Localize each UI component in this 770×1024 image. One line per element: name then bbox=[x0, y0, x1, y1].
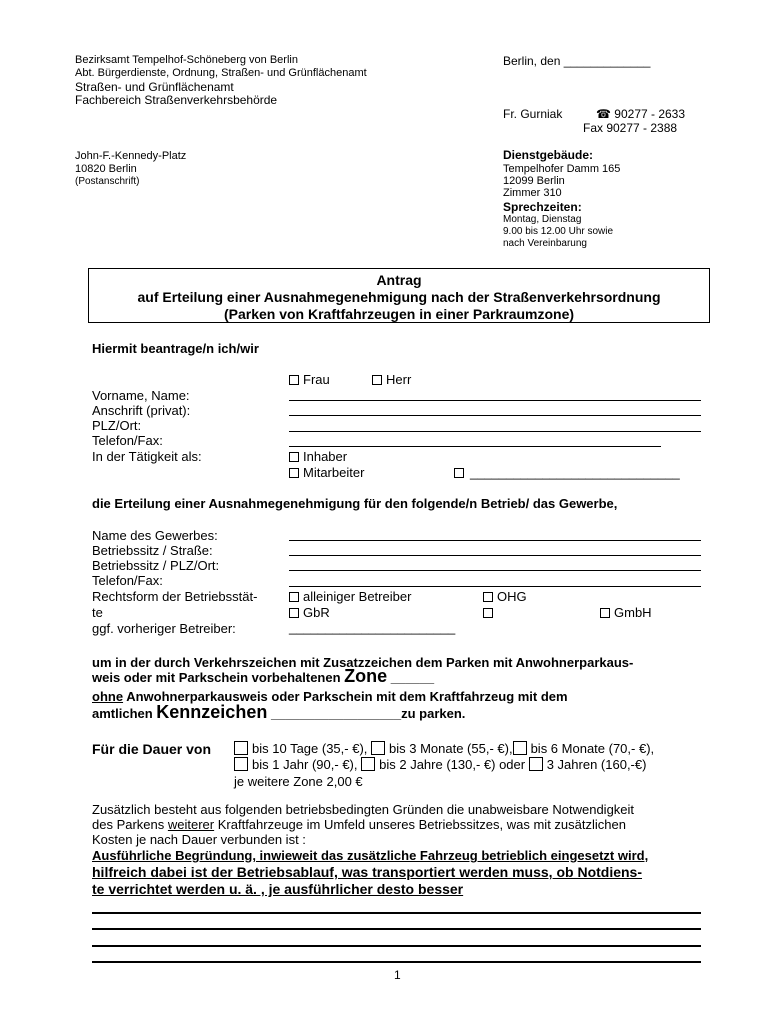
title-line: (Parken von Kraftfahrzeugen in einer Parkraumzone) bbox=[223, 306, 575, 322]
duration-extra: je weitere Zone 2,00 € bbox=[234, 774, 363, 789]
checkbox-icon[interactable] bbox=[513, 741, 527, 755]
ohne-word: ohne bbox=[92, 689, 124, 704]
field-label: Betriebssitz / PLZ/Ort: bbox=[92, 558, 220, 573]
checkbox-icon[interactable] bbox=[289, 375, 299, 385]
date-line: Berlin, den _____________ bbox=[503, 54, 651, 68]
checkbox-icon[interactable] bbox=[361, 757, 375, 771]
reason-input-line[interactable] bbox=[92, 928, 701, 930]
checkbox-icon[interactable] bbox=[529, 757, 543, 771]
reason-bold-line: Ausführliche Begründung, inwieweit das zusätzliche Fahrzeug betrieblich eingesetzt wird, bbox=[92, 848, 649, 863]
frau-label: Frau bbox=[303, 372, 330, 387]
office-line: Abt. Bürgerdienste, Ordnung, Straßen- und Grünflächenamt bbox=[75, 67, 367, 79]
phone-value: 90277 - 2633 bbox=[614, 107, 686, 121]
postal-line: (Postanschrift) bbox=[75, 176, 140, 187]
checkbox-icon[interactable] bbox=[234, 741, 248, 755]
duration-option: bis 10 Tage (35,- €), bbox=[252, 741, 368, 756]
zone-blank[interactable]: ______ bbox=[387, 670, 435, 685]
contact-name: Fr. Gurniak bbox=[503, 107, 563, 121]
field-label: te bbox=[92, 605, 103, 620]
duration-option: bis 2 Jahre (130,- €) oder bbox=[379, 757, 526, 772]
herr-label: Herr bbox=[386, 372, 412, 387]
checkbox-icon[interactable] bbox=[289, 452, 299, 462]
gmbh-label: GmbH bbox=[614, 605, 652, 620]
title-box bbox=[88, 268, 710, 323]
zone-text: weis oder mit Parkschein vorbehaltenen bbox=[92, 670, 345, 685]
herr-option[interactable] bbox=[372, 372, 411, 387]
checkbox-icon[interactable] bbox=[289, 592, 299, 602]
duration-label: Für die Dauer von bbox=[92, 741, 212, 757]
plz-input-line[interactable] bbox=[289, 431, 701, 432]
duration-option: bis 1 Jahr (90,- €), bbox=[252, 757, 358, 772]
building-title: Dienstgebäude: bbox=[503, 148, 594, 162]
hours-title: Sprechzeiten: bbox=[503, 200, 582, 214]
checkbox-icon[interactable] bbox=[454, 468, 464, 478]
business-intro: die Erteilung einer Ausnahmegenehmigung für den folgende/n Betrieb/ das Gewerbe, bbox=[92, 496, 618, 511]
gmbh-option[interactable] bbox=[600, 605, 652, 620]
reason-text: des Parkens bbox=[92, 817, 168, 832]
gbr-option[interactable] bbox=[289, 605, 330, 620]
field-label: Name des Gewerbes: bbox=[92, 528, 218, 543]
reason-input-line[interactable] bbox=[92, 912, 701, 914]
mitarbeiter-option[interactable] bbox=[289, 465, 364, 480]
mitarbeiter-label: Mitarbeiter bbox=[303, 465, 365, 480]
hours-line: 9.00 bis 12.00 Uhr sowie bbox=[503, 226, 614, 237]
telephone-icon: ☎ bbox=[596, 107, 611, 121]
reason-line bbox=[92, 817, 626, 832]
checkbox-icon[interactable] bbox=[289, 608, 299, 618]
business-street-input-line[interactable] bbox=[289, 555, 701, 556]
checkbox-icon[interactable] bbox=[371, 741, 385, 755]
checkbox-icon[interactable] bbox=[483, 608, 493, 618]
name-input-line[interactable] bbox=[289, 400, 701, 401]
checkbox-icon[interactable] bbox=[600, 608, 610, 618]
reason-line: Kosten je nach Dauer verbunden ist : bbox=[92, 832, 306, 847]
phone-input-line[interactable] bbox=[289, 446, 661, 447]
field-label: PLZ/Ort: bbox=[92, 418, 142, 433]
reason-bold-line: hilfreich dabei ist der Betriebsablauf, was transportiert werden muss, ob Notdiens- bbox=[92, 864, 643, 880]
title-line: auf Erteilung einer Ausnahmegenehmigung nach der Straßenverkehrsordnung bbox=[137, 289, 661, 305]
hours-line: Montag, Dienstag bbox=[503, 214, 582, 225]
alleiniger-label: alleiniger Betreiber bbox=[303, 589, 412, 604]
business-name-input-line[interactable] bbox=[289, 540, 701, 541]
zone-line: um in der durch Verkehrszeichen mit Zusatzzeichen dem Parken mit Anwohnerparkaus- bbox=[92, 655, 634, 670]
field-label: Rechtsform der Betriebsstät- bbox=[92, 589, 258, 604]
duration-option: bis 3 Monate (55,- €), bbox=[389, 741, 513, 756]
zone-text: amtlichen bbox=[92, 706, 157, 721]
applicant-intro: Hiermit beantrage/n ich/wir bbox=[92, 341, 259, 356]
zone-line bbox=[92, 702, 466, 722]
field-label: Vorname, Name: bbox=[92, 388, 190, 403]
title-line: Antrag bbox=[376, 272, 422, 288]
inhaber-label: Inhaber bbox=[303, 449, 348, 464]
reason-input-line[interactable] bbox=[92, 961, 701, 963]
field-label: In der Tätigkeit als: bbox=[92, 449, 202, 464]
reason-text: Kraftfahrzeuge im Umfeld unseres Betriebssitzes, was mit zusätzlichen bbox=[214, 817, 626, 832]
page-number: 1 bbox=[394, 968, 401, 982]
postal-line: 10820 Berlin bbox=[75, 163, 137, 175]
ohg-label: OHG bbox=[497, 589, 527, 604]
building-line: Zimmer 310 bbox=[503, 187, 562, 199]
zone-text: Anwohnerparkausweis oder Parkschein mit dem Kraftfahrzeug mit dem bbox=[123, 689, 568, 704]
alleiniger-option[interactable] bbox=[289, 589, 411, 604]
fax-number: Fax 90277 - 2388 bbox=[583, 121, 678, 135]
building-line: 12099 Berlin bbox=[503, 175, 565, 187]
inhaber-option[interactable] bbox=[289, 449, 347, 464]
office-line: Fachbereich Straßenverkehrsbehörde bbox=[75, 93, 278, 107]
address-input-line[interactable] bbox=[289, 415, 701, 416]
previous-operator-blank[interactable]: _______________________ bbox=[289, 620, 456, 635]
checkbox-icon[interactable] bbox=[234, 757, 248, 771]
zone-text: zu parken. bbox=[401, 706, 466, 721]
weiterer-word: weiterer bbox=[167, 817, 215, 832]
gbr-label: GbR bbox=[303, 605, 330, 620]
checkbox-icon[interactable] bbox=[483, 592, 493, 602]
checkbox-icon[interactable] bbox=[289, 468, 299, 478]
duration-option: bis 6 Monate (70,- €), bbox=[530, 741, 655, 756]
postal-line: John-F.-Kennedy-Platz bbox=[75, 150, 187, 162]
hours-line: nach Vereinbarung bbox=[503, 238, 587, 249]
office-line: Bezirksamt Tempelhof-Schöneberg von Berlin bbox=[75, 54, 298, 66]
business-plz-input-line[interactable] bbox=[289, 570, 701, 571]
zone-word: Zone bbox=[344, 666, 388, 686]
blank-legal-option[interactable] bbox=[483, 605, 497, 620]
reason-bold-line: te verrichtet werden u. ä. , je ausführlicher desto besser bbox=[92, 881, 464, 897]
office-line: Straßen- und Grünflächenamt bbox=[75, 80, 234, 94]
building-line: Tempelhofer Damm 165 bbox=[503, 163, 621, 175]
reason-line: Zusätzlich besteht aus folgenden betriebsbedingten Gründen die unabweisbare Notwendigkeit bbox=[92, 802, 635, 817]
zone-line bbox=[92, 666, 435, 686]
frau-option[interactable] bbox=[289, 372, 330, 387]
field-label: Telefon/Fax: bbox=[92, 573, 163, 588]
phone-number bbox=[596, 107, 685, 121]
duration-option: 3 Jahren (160,-€) bbox=[546, 757, 647, 772]
duration-line bbox=[234, 741, 654, 756]
field-label: Anschrift (privat): bbox=[92, 403, 191, 418]
business-phone-input-line[interactable] bbox=[289, 586, 701, 587]
field-label: Telefon/Fax: bbox=[92, 433, 163, 448]
kennzeichen-word: Kennzeichen bbox=[156, 702, 268, 722]
other-role-blank: _____________________________ bbox=[470, 465, 680, 480]
checkbox-icon[interactable] bbox=[372, 375, 382, 385]
field-label: Betriebssitz / Straße: bbox=[92, 543, 213, 558]
reason-input-line[interactable] bbox=[92, 945, 701, 947]
duration-line bbox=[234, 757, 646, 772]
kennzeichen-blank[interactable]: __________________ bbox=[267, 706, 402, 721]
ohg-option[interactable] bbox=[483, 589, 527, 604]
other-role-option[interactable] bbox=[454, 465, 680, 480]
field-label: ggf. vorheriger Betreiber: bbox=[92, 621, 236, 636]
